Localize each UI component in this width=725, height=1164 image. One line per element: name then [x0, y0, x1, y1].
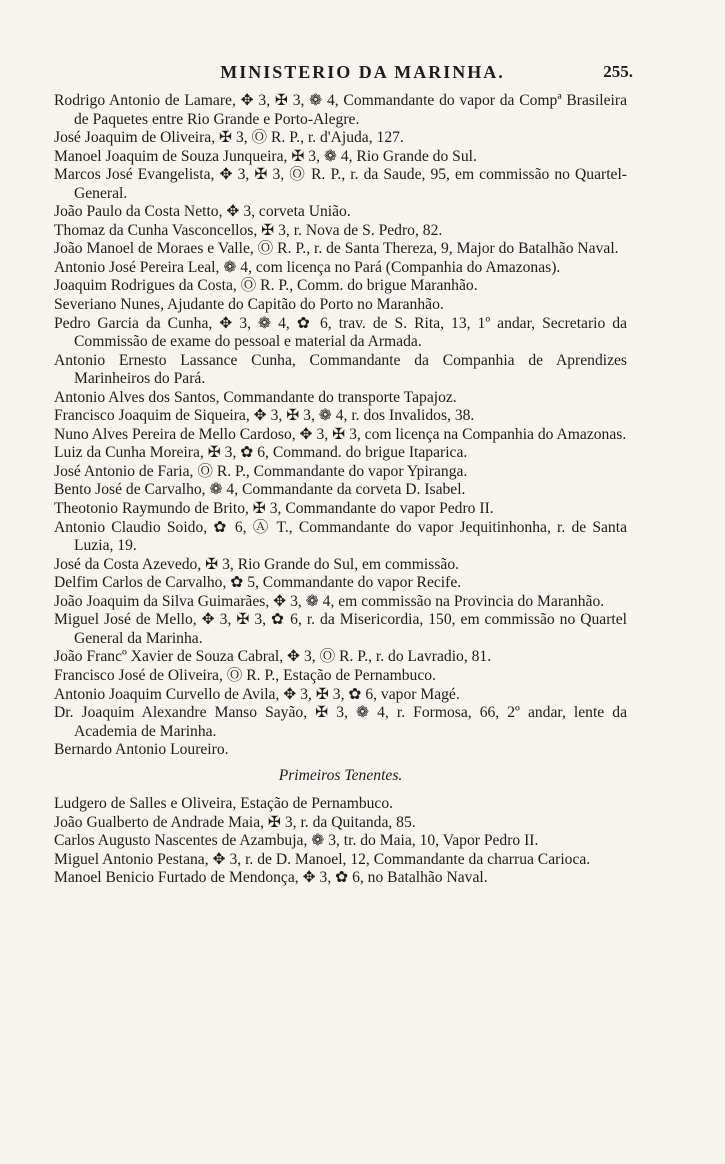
list-entry: João Manoel de Moraes e Valle, Ⓞ R. P., r. de Santa Thereza, 9, Major do Batalhão Naval.	[54, 240, 619, 258]
list-entry: Luiz da Cunha Moreira, ✠ 3, ✿ 6, Command. do brigue Itaparica.	[54, 444, 468, 462]
list-entry: Joaquim Rodrigues da Costa, Ⓞ R. P., Comm. do brigue Maranhão.	[54, 277, 478, 295]
page-number: 255.	[603, 62, 633, 81]
list-entry: José da Costa Azevedo, ✠ 3, Rio Grande do Sul, em commissão.	[54, 555, 460, 573]
list-entry: Severiano Nunes, Ajudante do Capitão do Porto no Maranhão.	[54, 296, 444, 314]
list-entry: José Joaquim de Oliveira, ✠ 3, Ⓞ R. P., r. d'Ajuda, 127.	[54, 129, 404, 147]
list-entry: Bento José de Carvalho, ❁ 4, Commandante da corveta D. Isabel.	[54, 481, 466, 499]
list-entry: Manoel Joaquim de Souza Junqueira, ✠ 3, ❁ 4, Rio Grande do Sul.	[54, 147, 477, 165]
list-entry: Francisco José de Oliveira, Ⓞ R. P., Estação de Pernambuco.	[54, 666, 436, 684]
list-entry: Thomaz da Cunha Vasconcellos, ✠ 3, r. Nova de S. Pedro, 82.	[54, 221, 443, 239]
list-entry: Dr. Joaquim Alexandre Manso Sayão, ✠ 3, ❁ 4, r. Formosa, 66, 2º andar, lente da Academia de Marinha.	[54, 704, 627, 740]
list-entry: João Gualberto de Andrade Maia, ✠ 3, r. da Quitanda, 85.	[54, 813, 416, 831]
list-entry: Manoel Benicio Furtado de Mendonça, ✥ 3, ✿ 6, no Batalhão Naval.	[54, 869, 488, 887]
list-entry: João Francº Xavier de Souza Cabral, ✥ 3, Ⓞ R. P., r. do Lavradio, 81.	[54, 648, 492, 666]
list-entry: Miguel Antonio Pestana, ✥ 3, r. de D. Manoel, 12, Commandante da charrua Carioca.	[54, 850, 591, 868]
list-entry: Antonio Alves dos Santos, Commandante do transporte Tapajoz.	[54, 388, 457, 406]
list-entry: Francisco Joaquim de Siqueira, ✥ 3, ✠ 3, ❁ 4, r. dos Invalidos, 38.	[54, 407, 475, 425]
list-entry: Antonio Claudio Soido, ✿ 6, Ⓐ T., Commandante do vapor Jequitinhonha, r. de Santa Luzia, 19.	[54, 518, 627, 555]
list-entry: Pedro Garcia da Cunha, ✥ 3, ❁ 4, ✿ 6, trav. de S. Rita, 13, 1º andar, Secretario da Commissão de exame do pessoal e material da Armada.	[54, 314, 627, 351]
list-entry: João Joaquim da Silva Guimarães, ✥ 3, ❁ 4, em commissão na Provincia do Maranhão.	[54, 592, 605, 610]
list-entry: Rodrigo Antonio de Lamare, ✥ 3, ✠ 3, ❁ 4, Commandante do vapor da Compª Brasileira de Paquetes entre Rio Grande e Porto-Alegre.	[54, 92, 627, 128]
list-entry: Antonio José Pereira Leal, ❁ 4, com licença no Pará (Companhia do Amazonas).	[54, 258, 561, 276]
list-entry: Bernardo Antonio Loureiro.	[54, 741, 229, 759]
page-header	[0, 62, 725, 86]
list-entry: José Antonio de Faria, Ⓞ R. P., Commandante do vapor Ypiranga.	[54, 462, 468, 480]
list-entry: João Paulo da Costa Netto, ✥ 3, corveta União.	[54, 203, 351, 221]
list-entry: Delfim Carlos de Carvalho, ✿ 5, Commandante do vapor Recife.	[54, 574, 462, 592]
list-entry: Antonio Ernesto Lassance Cunha, Commandante da Companhia de Aprendizes Marinheiros do Pará.	[54, 351, 627, 388]
list-entry: Antonio Joaquim Curvello de Avila, ✥ 3, ✠ 3, ✿ 6, vapor Magé.	[54, 685, 460, 703]
list-entry: Marcos José Evangelista, ✥ 3, ✠ 3, Ⓞ R. P., r. da Saude, 95, em commissão no Quartel-General.	[54, 166, 627, 202]
list-entry: Theotonio Raymundo de Brito, ✠ 3, Commandante do vapor Pedro II.	[54, 500, 494, 518]
section-heading: Primeiros Tenentes.	[278, 766, 403, 784]
list-entry: Carlos Augusto Nascentes de Azambuja, ❁ 3, tr. do Maia, 10, Vapor Pedro II.	[54, 832, 539, 850]
list-entry: Nuno Alves Pereira de Mello Cardoso, ✥ 3, ✠ 3, com licença na Companhia do Amazonas.	[54, 425, 627, 443]
running-title: MINISTERIO DA MARINHA.	[220, 62, 505, 82]
officer-list	[54, 92, 627, 888]
list-entry: Ludgero de Salles e Oliveira, Estação de Pernambuco.	[54, 795, 394, 813]
list-entry: Miguel José de Mello, ✥ 3, ✠ 3, ✿ 6, r. da Misericordia, 150, em commissão no Quartel General da Marinha.	[54, 611, 627, 647]
